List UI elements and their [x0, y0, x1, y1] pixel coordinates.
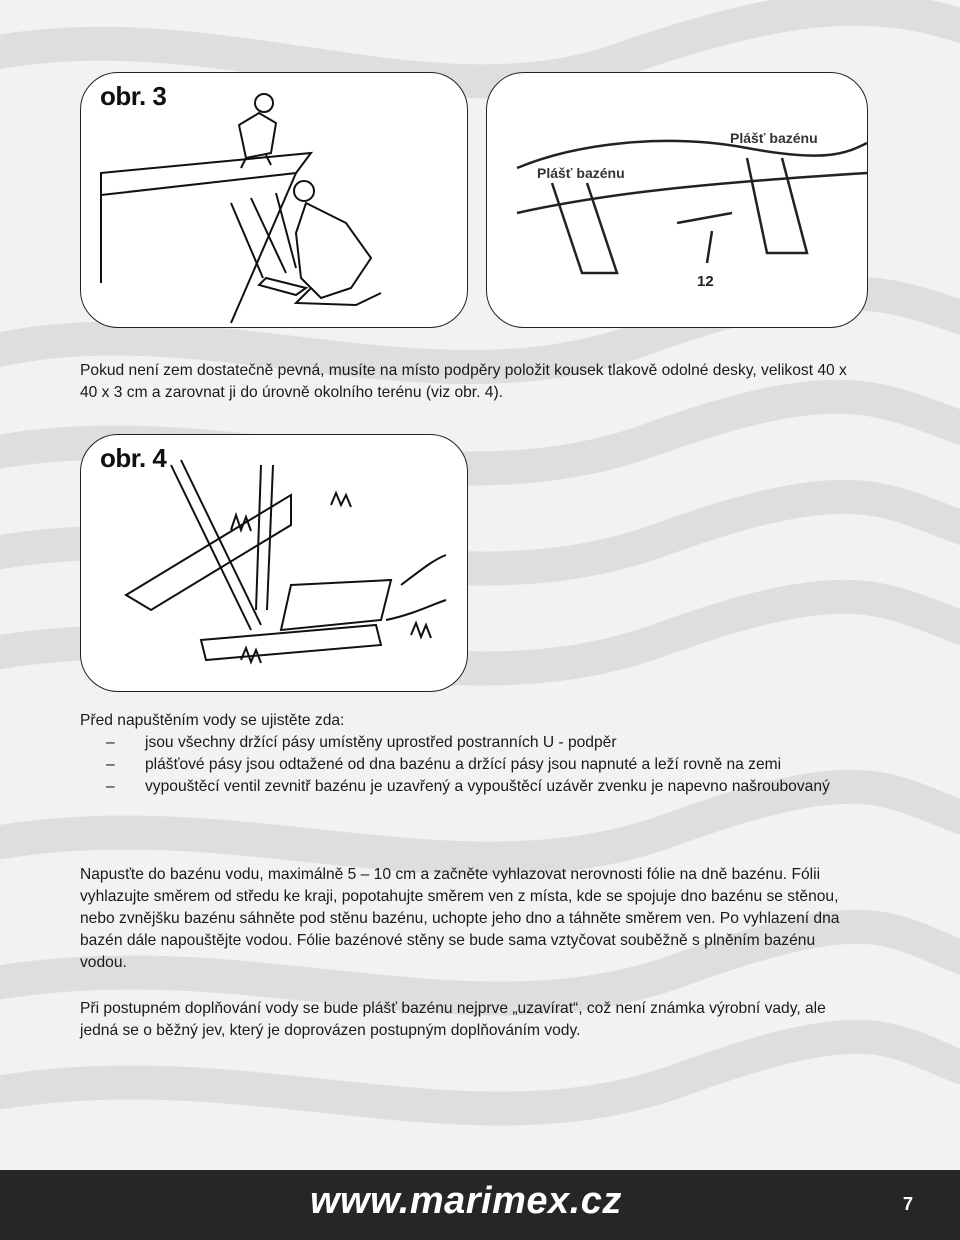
paragraph-filling-instructions: Napusťte do bazénu vodu, maximálně 5 – 10 cm a začněte vyhlazovat nerovnosti fólie na dně bazénu. Fólii vyhlazujte směrem od středu ke kraji, popotahujte směrem ven z místa, kde se spojuje dno bazénu se stěnou, nebo zvnějšku bazénu sáhněte pod stěnu bazénu, uchopte jeho dno a táhněte směrem ven. Po vyhlazení dna bazén dále napouštějte vodou. Fólie bazénové stěny se bude sama vztyčovat souběžně s plněním bazénu vodou. — [80, 866, 840, 971]
checklist-item: – vypouštěcí ventil zevnitř bazénu je uzavřený a vypouštěcí uzávěr zvenku je napevno našroubovaný — [80, 776, 860, 798]
figure-3-illustration — [80, 72, 468, 328]
website-link[interactable]: www.marimex.cz — [310, 1180, 622, 1222]
callout-right-label: Plášť bazénu — [730, 130, 818, 146]
figure-4-illustration — [80, 434, 468, 692]
paragraph-wall-closing-note: Při postupném doplňování vody se bude plášť bazénu nejprve „uzavírat“, což není známka výrobní vady, ale jedná se o běžný jev, který je doprovázen postupným doplňováním vody. — [80, 1000, 826, 1039]
figure-4-label: obr. 4 — [100, 443, 167, 473]
footer-bar — [0, 1170, 960, 1240]
page-number: 7 — [903, 1194, 914, 1214]
pre-fill-checklist — [80, 732, 860, 798]
part-number-label: 12 — [697, 273, 714, 290]
figure-3-detail — [486, 72, 868, 328]
figure-3-label: obr. 3 — [100, 81, 167, 111]
callout-left-label: Plášť bazénu — [537, 165, 625, 181]
checklist-item: – plášťové pásy jsou odtažené od dna bazénu a držící pásy jsou napnuté a leží rovně na zemi — [80, 754, 860, 776]
support-strap-drawing — [487, 73, 867, 327]
paragraph-ground-board: Pokud není zem dostatečně pevná, musíte na místo podpěry položit kousek tlakově odolné desky, velikost 40 x 40 x 3 cm a zarovnat ji do úrovně okolního terénu (viz obr. 4). — [80, 362, 847, 401]
checklist-intro: Před napuštěním vody se ujistěte zda: — [80, 712, 345, 729]
checklist-item: – jsou všechny držící pásy umístěny uprostřed postranních U - podpěr — [80, 732, 860, 754]
